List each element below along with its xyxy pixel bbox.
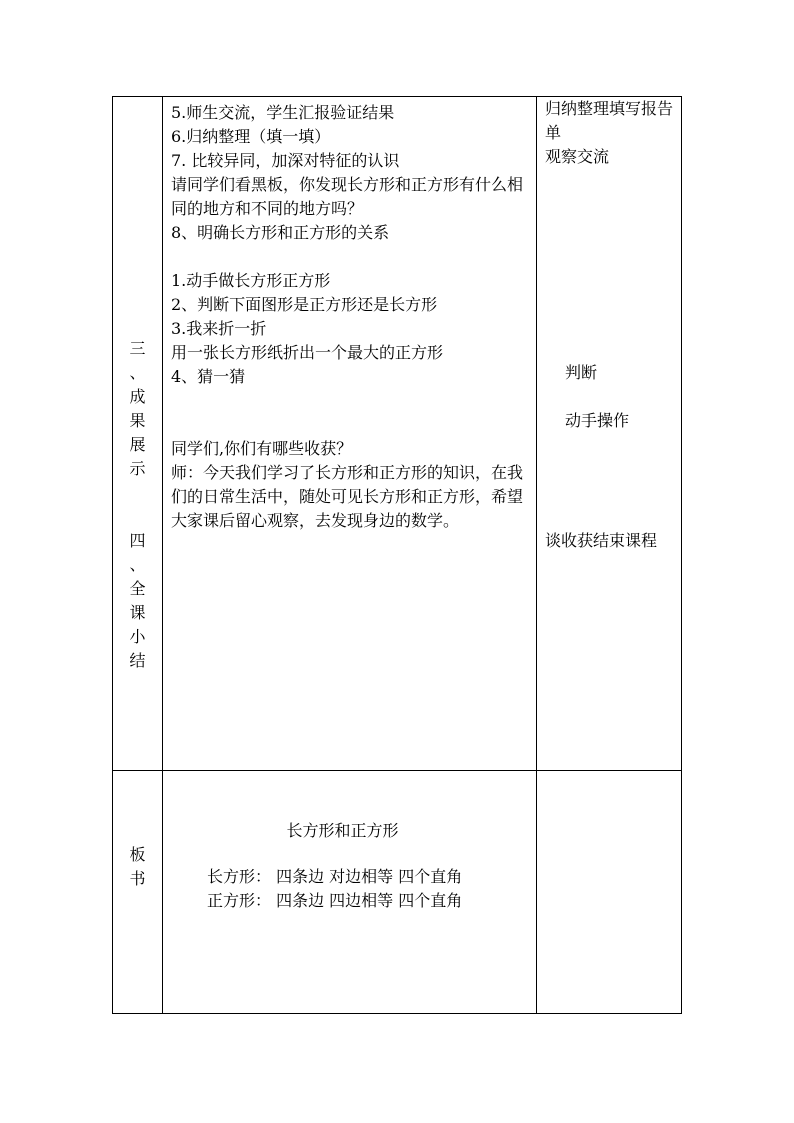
section-label-char: 示 (129, 459, 146, 478)
activity-note: 动手操作 (565, 411, 630, 430)
section-label-char: 果 (129, 411, 146, 430)
step-text: 8、明确长方形和正方形的关系 (171, 223, 390, 242)
exercise-text: 1.动手做长方形正方形 (171, 271, 331, 290)
board-line-square: 正方形： 四条边 四边相等 四个直角 (207, 891, 463, 910)
section-label-cell (113, 771, 163, 1014)
section-label-char: 小 (129, 627, 146, 646)
section-label-char: 、 (129, 555, 146, 574)
step-text: 6.归纳整理（填一填） (171, 127, 331, 146)
exercise-text: 用一张长方形纸折出一个最大的正方形 (171, 343, 444, 362)
activity-note: 观察交流 (545, 147, 610, 166)
blackboard-cell (163, 771, 537, 1014)
board-title: 长方形和正方形 (286, 821, 399, 840)
section-label-char: 成 (129, 387, 146, 406)
summary-text: 师：今天我们学习了长方形和正方形的知识，在我们的日常生活中，随处可见长方形和正方形，希望大家课后留心观察，去发现身边的数学。 (171, 463, 524, 530)
section-label-char: 、 (129, 363, 146, 382)
student-activity-cell (537, 97, 682, 771)
activity-note: 归纳整理填写报告单 (545, 99, 674, 142)
section-label-char: 展 (129, 435, 146, 454)
exercise-text: 3.我来折一折 (171, 319, 267, 338)
step-text: 5.师生交流，学生汇报验证结果 (171, 103, 395, 122)
lesson-plan-table (112, 96, 682, 1014)
section-label-char: 三 (129, 339, 146, 358)
section-label-char: 结 (129, 651, 146, 670)
exercise-text: 4、猜一猜 (171, 367, 246, 386)
summary-question: 同学们,你们有哪些收获？ (171, 439, 353, 458)
section-label-char: 四 (129, 531, 146, 550)
section-label-char: 全 (129, 579, 146, 598)
table-row (113, 771, 682, 1014)
step-text: 7. 比较异同，加深对特征的认识 (171, 151, 400, 170)
teaching-content-cell (163, 97, 537, 771)
section-label-char: 书 (129, 869, 146, 888)
section-label-char: 课 (129, 603, 146, 622)
section-label-cell (113, 97, 163, 771)
section-label-char: 板 (129, 845, 146, 864)
step-text: 请同学们看黑板，你发现长方形和正方形有什么相同的地方和不同的地方吗？ (171, 175, 524, 218)
table-row (113, 97, 682, 771)
empty-cell (537, 771, 682, 1014)
board-line-rectangle: 长方形： 四条边 对边相等 四个直角 (207, 867, 463, 886)
exercise-text: 2、判断下面图形是正方形还是长方形 (171, 295, 438, 314)
activity-note: 判断 (565, 363, 598, 382)
activity-note: 谈收获结束课程 (545, 531, 658, 550)
